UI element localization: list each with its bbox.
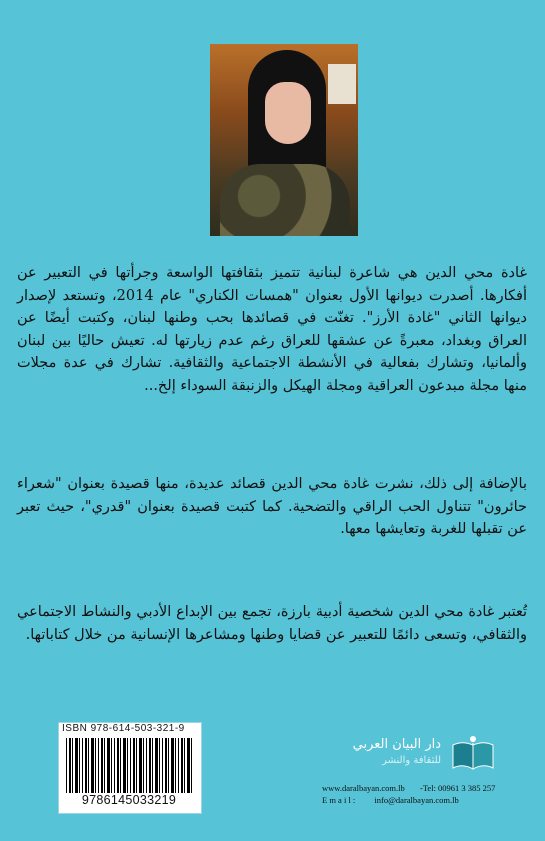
publisher-tagline: للثقافة والنشر	[382, 755, 441, 766]
bio-text-2: بالإضافة إلى ذلك، نشرت غادة محي الدين قصائد عديدة، منها قصيدة بعنوان "شعراء حائرون" تتناول الحب الراقي والتضحية. كما كتبت قصيدة بعنوان "قدري"، حيث تعبر عن تقبلها للغربة وتعايشها معها.	[17, 476, 527, 537]
barcode-bars	[66, 738, 192, 793]
ean-number: 9786145033219	[81, 793, 177, 807]
bio-text-3: تُعتبر غادة محي الدين شخصية أدبية بارزة، تجمع بين الإبداع الأدبي والنشاط الاجتماعي والثقافي، وتسعى دائمًا للتعبير عن قضايا وطنها ومشاعرها الإنسانية من خلال كتاباتها.	[17, 604, 527, 643]
bio-paragraph-2	[17, 473, 527, 541]
bio-paragraph-3	[17, 601, 527, 646]
publisher-name: دار البيان العربي	[352, 737, 441, 752]
bio-paragraph-1	[17, 262, 527, 397]
bio-text-1: غادة محي الدين هي شاعرة لبنانية تتميز بثقافتها الواسعة وجرأتها في التعبير عن أفكارها. أصدرت ديوانها الأول بعنوان "همسات الكناري" عام 2014، وتستعد لإصدار ديوانها الثاني "غادة الأرز". تغنّت في قصائدها بحب وطنها لبنان، وكتبت أيضًا عن العراق وبغداد، معبرةً عن عشقها للعراق رغم عدم زيارتها له. تعيش حاليًا بين لبنان وألمانيا، وتشارك بفعالية في الأنشطة الاجتماعية والثقافية. تشارك في عدة مجلات منها مجلة مبدعون العراقية ومجلة الهيكل والزنبقة السوداء إلخ...	[17, 265, 527, 394]
publisher-email: E m a i l : info@daralbayan.com.lb	[322, 795, 459, 805]
publisher-website: www.daralbayan.com.lb	[322, 783, 405, 793]
isbn-label: ISBN 978-614-503-321-9	[62, 723, 185, 734]
publisher-phone: -Tel: 00961 3 385 257	[420, 783, 496, 793]
author-photo	[210, 44, 358, 236]
open-book-icon	[451, 735, 495, 775]
